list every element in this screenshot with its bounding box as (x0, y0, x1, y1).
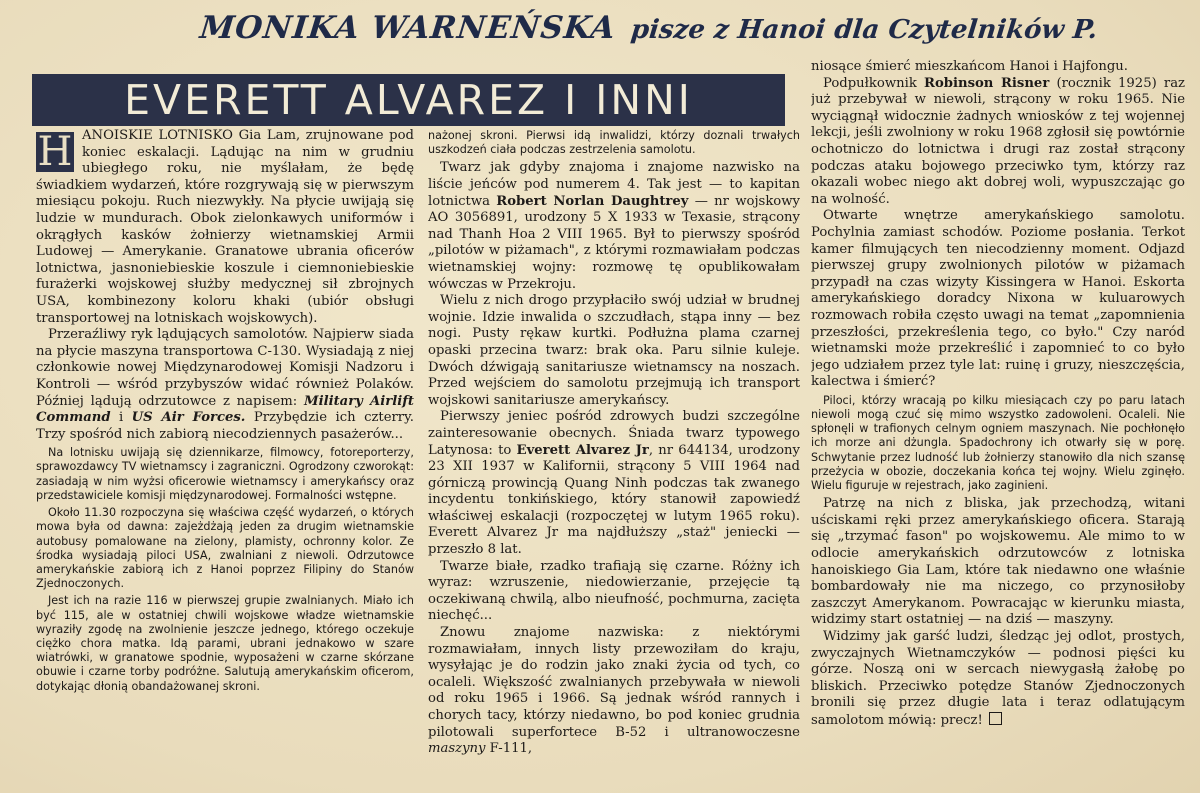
paragraph-text: , nr 644134, urodzony 23 XII 1937 w Kalifornii, strącony 5 VIII 1964 nad górniczą prowincją Quang Ninh podczas tak zwanego incydentu tonkińskiego, który stanowił zapowiedź właściwej eskalacji (rozpoczętej w lutym 1965 roku). Everett Alvarez Jr ma najdłuższy „staż" jeniecki — przeszło 8 lat. (428, 442, 800, 558)
author-headline (200, 10, 1200, 60)
paragraph: Patrzę na nich z bliska, jak przechodzą, witani uściskami ręki przez amerykańskiego oficera. Starają się „trzymać fason" po wojskowemu. Ale mimo to w odlocie amerykańskich odrzutowców z lotniska hanoiskiego Gia Lam, które tak niedawno one właśnie bombardowały nie ma niczego, co przynosiłoby zaszczyt Amerykanom. Powracając w kierunku miasta, widzimy start ostatniej — na dziś — maszyny. (811, 496, 1185, 628)
paragraph-text: Znowu znajome nazwiska: z niektórymi rozmawiałam, innych listy przewoziłam do kraju, wysyłając je do rodzin jako znaki życia od tych, co ocaleli. Większość zwalnianych przebywała w niewoli od roku 1965 i 1966. Są jednak wśród rannych i chorych tacy, którzy niedawno, bo pod koniec grudnia pilotowali superfortece B-52 i ultranowoczesne (428, 625, 800, 740)
byline-text: pisze z Hanoi dla Czytelników P. (629, 15, 1099, 45)
small-paragraph: Na lotnisku uwijają się dziennikarze, filmowcy, fotoreporterzy, sprawozdawcy TV wietnamscy i zagraniczni. Ogrodzony czworokąt: zasiadają w nim wyżsi oficerowie wietnamscy i amerykańscy oraz przedstawiciele komisji międzynarodowej. Formalności wstępne. (36, 446, 414, 502)
emphasis-text: maszyny (428, 741, 486, 757)
small-paragraph: Piloci, którzy wracają po kilku miesiącach czy po paru latach niewoli mogą czuć się mimo wszystko zadowoleni. Ocaleli. Nie spłonęli w trafionych celnym ogniem maszynach. Nie pochłonęło ich morze ani dżungla. Spadochrony ich otwarły się w porę. Schwytanie przez ludność lub żołnierzy stanowiło dla nich szansę przeżycia w obozie, doczekania końca tej wojny. Wielu zginęło. Wielu figuruje w rejestrach, jako zaginieni. (811, 393, 1185, 493)
paragraph (811, 629, 1185, 730)
small-paragraph: Jest ich na razie 116 w pierwszej grupie zwalnianych. Miało ich być 115, ale w ostatniej chwili wojskowe władze wietnamskie wyraziły zgodę na zwolnienie jeszcze jednego, którego oczekuje ciężko chora matka. Idą parami, ubrani jednakowo w szare wiatrówki, w granatowe spodnie, wyposażeni w czarne skórzane obuwie i czarne torby podróżne. Salutują amerykańskim oficerom, dotykając dłonią obandażowanej skroni. (36, 594, 414, 693)
paragraph (36, 327, 414, 443)
small-paragraph: Około 11.30 rozpoczyna się właściwa część wydarzeń, o których mowa była od dawna: zajeżdżają jeden za drugim wietnamskie autobusy pomalowane na zielony, plamisty, ochronny kolor. Ze środka wysiadają piloci USA, zwalniani z niewoli. Odrzutowce amerykańskie zabiorą ich z Hanoi poprzez Filipiny do Stanów Zjednoczonych. (36, 506, 414, 591)
paragraph-text: ANOISKIE LOTNISKO Gia Lam, zrujnowane pod koniec eskalacji. Lądując na nim w grudniu ubiegłego roku, nie myślałam, że będę świadkiem wydarzeń, które rozgrywają się w pierwszym miesiącu pokoju. Ruch niezwykły. Na płycie uwijają się ludzie w mundurach. Obok zielonkawych uniformów i okrągłych kasków żołnierzy wietnamskiej Armii Ludowej — Amerykanie. Granatowe ubrania oficerów lotnictwa, jasnoniebieskie koszule i ciemnoniebieskie furażerki wojskowej służby medycznej sił zbrojnych USA, kombinezony koloru khaki (ubiór obsługi transportowej na lotniskach wojskowych). (36, 128, 414, 326)
paragraph-text: Przeraźliwy ryk lądujących samolotów. Najpierw siada na płycie maszyna transportowa C-130. Wysiadają z niej członkowie nowej Międzynarodowej Komisji Nadzoru i Kontroli — wśród przybyszów widać również Polaków. Później lądują odrzutowce z napisem: (36, 327, 414, 409)
paragraph: niosące śmierć mieszkańcom Hanoi i Hajfongu. (811, 59, 1128, 74)
paragraph (428, 160, 800, 293)
paragraph-text: F-111, (485, 741, 533, 757)
person-name: Robinson Risner (924, 75, 1050, 91)
emphasis-text: US Air Forces. (131, 410, 246, 426)
paragraph: Twarze białe, rzadko trafiają się czarne. Różny ich wyraz: wzruszenie, niedowierzanie, przejęcie tą oczekiwaną chwilą, albo nieufność, pochmurna, zacięta niechęć... (428, 558, 800, 624)
column-3 (811, 59, 1185, 790)
paragraph (428, 409, 800, 558)
drop-cap: H (37, 129, 73, 175)
paragraph-text: Przybędzie ich czterry. Trzy spośród nich zabiorą niecodziennych pasażerów... (36, 410, 414, 442)
article-title: EVERETT ALVAREZ I INNI (32, 74, 785, 126)
paragraph-text: i (110, 410, 132, 426)
person-name: Everett Alvarez Jr (516, 442, 649, 458)
emphasis-text: Military Airlift Command (36, 393, 414, 426)
paragraph-text: Twarz jak gdyby znajoma i znajome nazwisko na liście jeńców pod numerem 4. Tak jest — to kapitan lotnictwa (428, 160, 800, 209)
paragraph (428, 625, 800, 758)
author-name: MONIKA WARNEŃSKA (198, 10, 618, 46)
paragraph-text: Podpułkownik (823, 75, 925, 91)
paragraph-text: Widzimy jak garść ludzi, śledząc jej odlot, prostych, zwyczajnych Wietnamczyków — podnosi pięści ku górze. Noszą oni w sercach niewygasłą żałobę po bliskich. Przeciwko potędze Stanów Zjednoczonych bronili się przez długie lata i teraz odlatującym samolotom mówią: precz! (811, 629, 1185, 729)
paragraph: Otwarte wnętrze amerykańskiego samolotu. Pochylnia zamiast schodów. Poziome posłania. Terkot kamer filmujących ten niecodzienny moment. Odjazd pierwszej grupy zwolnionych pilotów w piżamach przypadł na czas wizyty Kissingera w Hanoi. Eskorta amerykańskiego doradcy Nixona w kuluarowych rozmowach robiła często uwagi na temat „zapomnienia przeszłości, przekreślenia tego, co było." Czy naród wietnamski może przekreślić i zapomnieć to co było jego udziałem przez tyle lat: ruinę i gruzy, nieszczęścia, kalectwa i śmierć? (811, 208, 1185, 390)
end-mark-icon (989, 712, 1002, 725)
paragraph-text: — nr wojskowy AO 3056891, urodzony 5 X 1933 w Texasie, strącony nad Thanh Hoa 2 VIII 1965. Był to pierwszy spośród „pilotów w piżamach", z którymi rozmawiałam podczas wietnamskiej wojny: rozmowę tę opublikowałam wówczas w Przekroju. (428, 193, 800, 292)
paragraph (811, 76, 1185, 209)
paragraph-text: (rocznik 1925) raz już przebywał w niewoli, strącony w roku 1965. Nie wyciągnął widocznie żadnych wniosków z tej wojennej lekcji, jeśli zwolniony w roku 1968 zgłosił się powtórnie ochotniczo do lotnictwa i drugi raz został strącony podczas ataku bojowego przeciwko tym, którzy raz okazali wobec niego akt dobrej woli, wypuszczając go na wolność. (811, 75, 1185, 207)
paragraph (36, 128, 414, 327)
person-name: Robert Norlan Daughtrey (496, 193, 689, 209)
column-1 (36, 128, 414, 790)
paragraph: Wielu z nich drogo przypłaciło swój udział w brudnej wojnie. Idzie inwalida o szczudłach, stąpa inny — bez nogi. Pusty rękaw kurtki. Podłużna plama czarnej opaski przecina twarz: brak oka. Paru silnie kuleje. Dwóch dźwigają sanitariusze wietnamscy na noszach. Przed wejściem do samolotu przejmują ich transport wojskowi sanitariusze amerykańscy. (428, 293, 800, 408)
paragraph-text: Pierwszy jeniec pośród zdrowych budzi szczególne zainteresowanie obecnych. Śniada twarz typowego Latynosa: to (428, 409, 800, 458)
small-paragraph: nażonej skroni. Pierwsi idą inwalidzi, którzy doznali trwałych uszkodzeń ciała podczas zestrzelenia samolotu. (428, 129, 800, 157)
column-2 (428, 126, 800, 790)
